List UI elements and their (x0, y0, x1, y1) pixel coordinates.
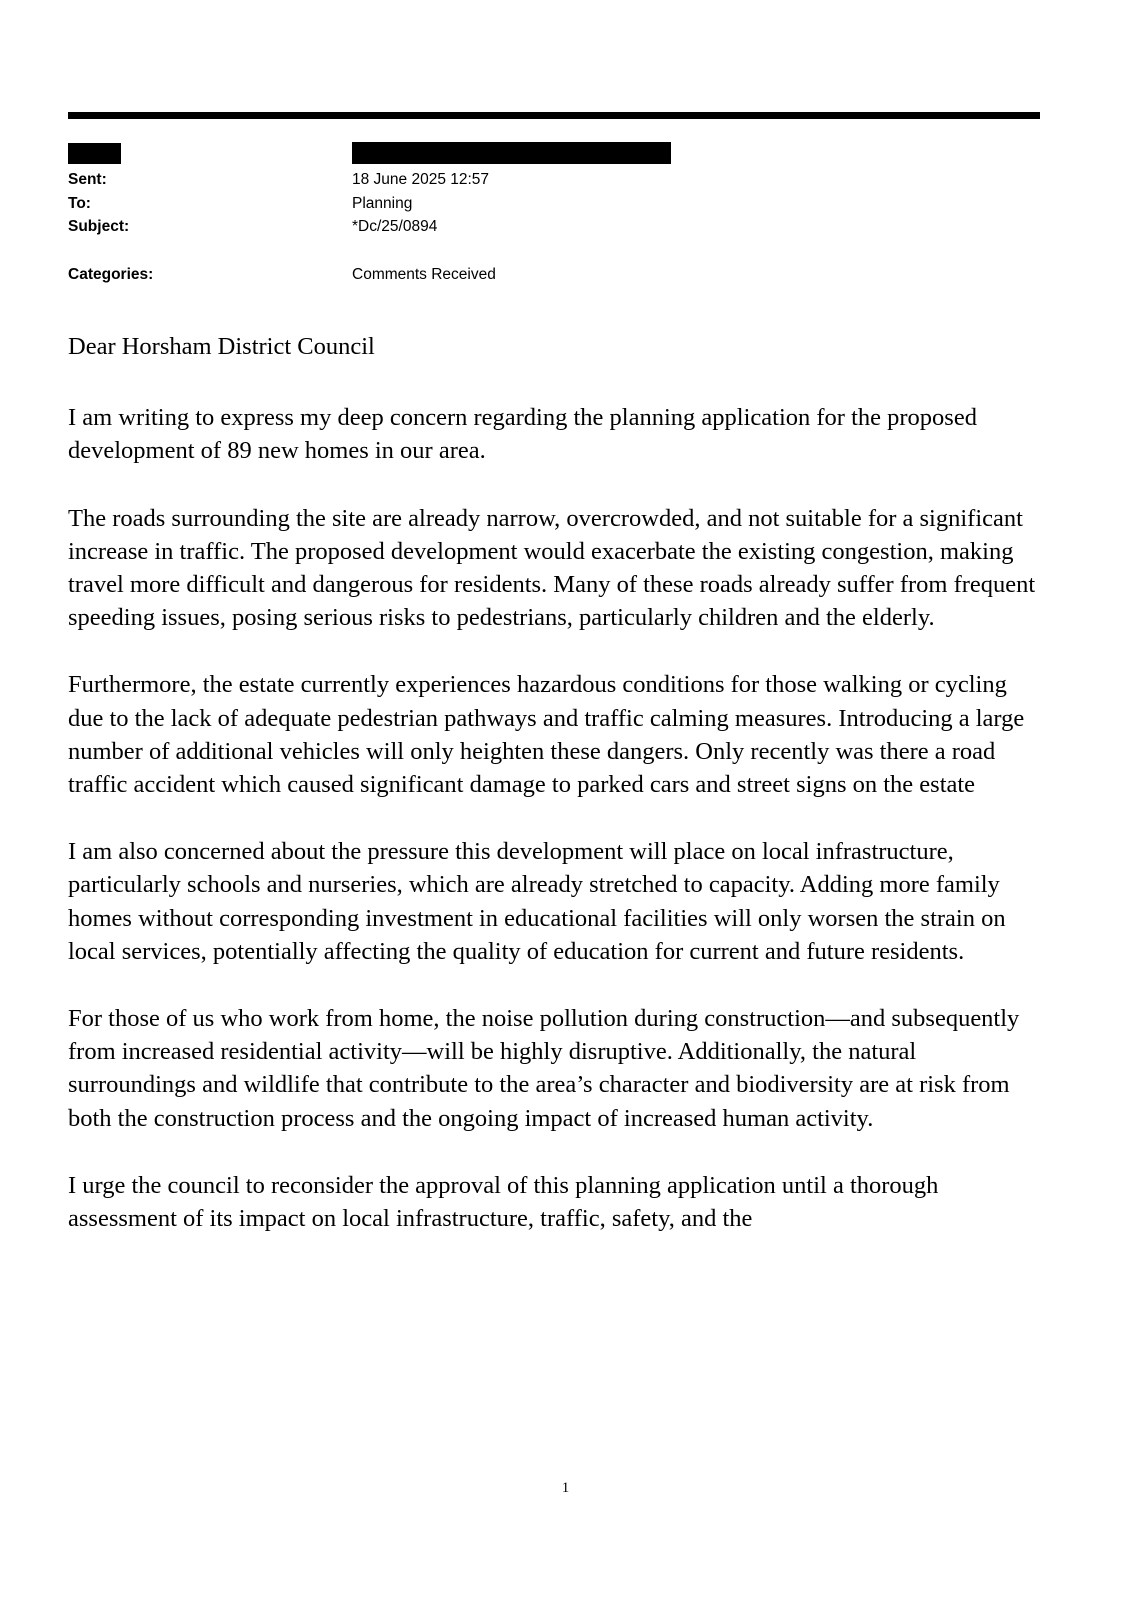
email-label-sent: Sent: (68, 171, 107, 188)
letter-paragraph-2: The roads surrounding the site are already narrow, overcrowded, and not suitable for a significant increase in traffic. The proposed development would exacerbate the existing congestion, making travel more difficult and dangerous for residents. Many of these roads already suffer from frequent speeding issues, posing serious risks to pedestrians, particularly children and the elderly. (68, 504, 1036, 632)
letter-paragraph-4: I am also concerned about the pressure this development will place on local infrastructure, particularly schools and nurseries, which are already stretched to capacity. Adding more family homes without corresponding investment in educational facilities will only worsen the strain on local services, potentially affecting the quality of education for current and future residents. (68, 838, 1006, 965)
email-label-subject: Subject: (68, 218, 130, 235)
redaction-bar-sender-value (352, 142, 671, 164)
email-value-sent: 18 June 2025 12:57 (352, 171, 490, 188)
redaction-bar-from-label (68, 143, 121, 164)
letter-paragraph-5: For those of us who work from home, the noise pollution during construction—and subsequently from increased residential activity—will be highly disruptive. Additionally, the natural surroundings and wildlife that contribute to the area’s character and biodiversity are at risk from both the construction process and the ongoing impact of increased human activity. (68, 1005, 1020, 1132)
email-header-row-to (68, 192, 1040, 216)
letter-paragraph-3: Furthermore, the estate currently experiences hazardous conditions for those walking or cycling due to the lack of adequate pedestrian pathways and traffic calming measures. Introducing a large number of additional vehicles will only heighten these dangers. Only recently was there a road traffic accident which caused significant damage to parked cars and street signs on the estate (68, 671, 1025, 799)
letter-body (68, 330, 1043, 1269)
email-header-row-sent (68, 168, 1040, 192)
email-value-to: Planning (352, 194, 413, 212)
page-number: 1 (561, 1480, 570, 1496)
email-header-row-subject (68, 215, 1040, 239)
email-label-to: To: (68, 194, 91, 212)
letter-paragraph-1: I am writing to express my deep concern regarding the planning application for the proposed development of 89 new homes in our area. (68, 404, 977, 465)
header-divider-rule (68, 112, 1040, 119)
letter-salutation: Dear Horsham District Council (68, 333, 375, 360)
email-value-subject: *Dc/25/0894 (352, 218, 438, 235)
email-header-row-categories (68, 263, 1040, 287)
email-label-categories: Categories: (68, 265, 154, 283)
email-value-categories: Comments Received (352, 265, 496, 283)
letter-paragraph-6: I urge the council to reconsider the approval of this planning application until a thorough assessment of its impact on local infrastructure, traffic, safety, and the (68, 1171, 939, 1233)
email-header-spacer (68, 239, 1040, 263)
email-header-block (68, 168, 1040, 286)
